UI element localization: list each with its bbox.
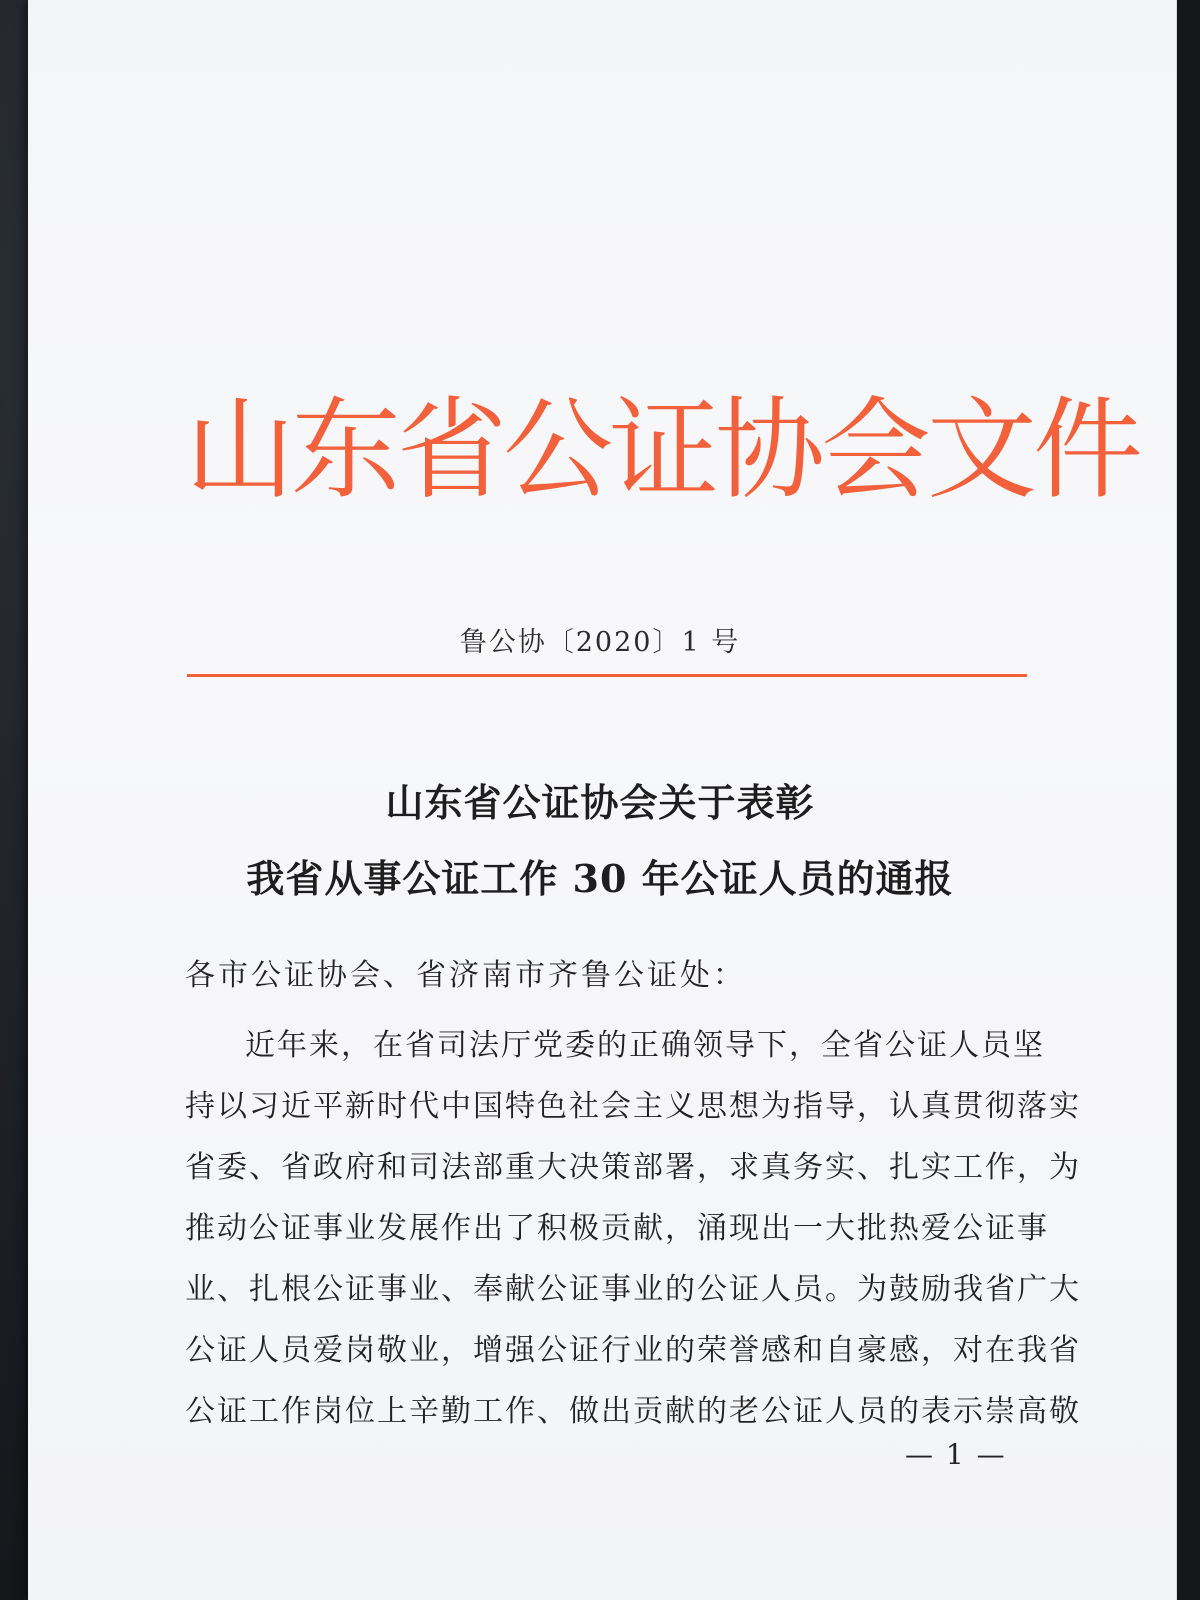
addressee: 各市公证协会、省济南市齐鲁公证处： — [185, 958, 746, 993]
notice-title-line-2: 我省从事公证工作 30 年公证人员的通报 — [246, 856, 954, 901]
body-line: 省委、省政府和司法部重大决策部署，求真务实、扎实工作，为 — [185, 1150, 1081, 1185]
body-line: 业、扎根公证事业、奉献公证事业的公证人员。为鼓励我省广大 — [185, 1272, 1081, 1307]
notice-title — [185, 765, 1015, 917]
red-divider-line — [187, 674, 1027, 677]
document-header-title: 山东省公证协会文件 — [185, 386, 1139, 514]
notice-title-line-1: 山东省公证协会关于表彰 — [385, 780, 815, 825]
body-line: 近年来，在省司法厅党委的正确领导下，全省公证人员坚 — [245, 1028, 1045, 1063]
body-line: 公证人员爱岗敬业，增强公证行业的荣誉感和自豪感，对在我省 — [185, 1333, 1081, 1368]
body-line: 推动公证事业发展作出了积极贡献，涌现出一大批热爱公证事 — [185, 1211, 1049, 1246]
page-number: — 1 — — [905, 1438, 1007, 1471]
body-line: 持以习近平新时代中国特色社会主义思想为指导，认真贯彻落实 — [185, 1089, 1081, 1124]
body-line: 公证工作岗位上辛勤工作、做出贡献的老公证人员的表示崇高敬 — [185, 1394, 1081, 1429]
document-number: 鲁公协〔2020〕1 号 — [459, 627, 741, 658]
body-paragraph — [185, 1015, 1081, 1442]
